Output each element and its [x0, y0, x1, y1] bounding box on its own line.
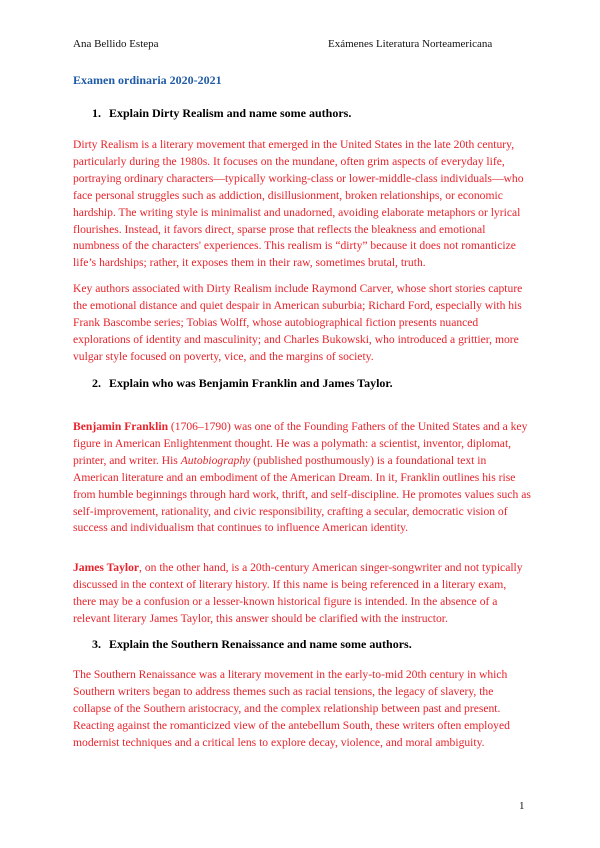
answer-2-franklin-paragraph	[73, 419, 531, 537]
question-number: 2.	[92, 376, 101, 390]
taylor-text: , on the other hand, is a 20th-century American singer-songwriter and not typically discussed in the context of literary history. If this name is being referenced in a literary exam, there may be a confusion or a lesser-known historical figure is intended. In the absence of a relevant literary James Taylor, this answer should be clarified with the instructor.	[73, 561, 523, 625]
franklin-text-1: (1706–1790) was one of the Founding Fathers of the United States and a key figure in American Enlightenment thought. He was a polymath: a scientist, inventor, diplomat, printer, and writer. His	[73, 420, 528, 467]
taylor-name: James Taylor	[73, 561, 140, 574]
franklin-book-title: Autobiography	[180, 453, 251, 467]
answer-1-paragraph-2: Key authors associated with Dirty Realism include Raymond Carver, whose short stories capture the emotional distance and quiet despair in American suburbia; Richard Ford, especially with his Frank Bascombe series; Tobias Wolff, whose autobiographical fiction presents nuanced explorations of identity and masculinity; and Charles Bukowski, who introduced a grittier, more vulgar style focused on poverty, vice, and the margins of society.	[73, 282, 523, 363]
question-text: Explain the Southern Renaissance and name some authors.	[109, 637, 412, 651]
franklin-name: Benjamin Franklin	[73, 420, 169, 433]
header-author: Ana Bellido Estepa	[73, 38, 159, 50]
exam-title: Examen ordinaria 2020-2021	[73, 73, 222, 87]
question-number: 3.	[92, 637, 101, 651]
question-text: Explain who was Benjamin Franklin and James Taylor.	[109, 376, 393, 390]
question-number: 1.	[92, 106, 101, 120]
question-text: Explain Dirty Realism and name some authors.	[109, 106, 352, 120]
answer-3-paragraph-1: The Southern Renaissance was a literary movement in the early-to-mid 20th century in which Southern writers began to address themes such as racial tensions, the legacy of slavery, the collapse of the Southern aristocracy, and the complex relationship between past and present. Reacting against the romanticized view of the antebellum South, these writers often employed modernist techniques and a critical lens to explore decay, violence, and moral ambiguity.	[73, 668, 510, 749]
answer-2-taylor-paragraph	[73, 560, 531, 628]
answer-1-paragraph-1: Dirty Realism is a literary movement that emerged in the United States in the late 20th century, particularly during the 1980s. It focuses on the mundane, often grim aspects of everyday life, portraying ordinary characters—typically working-class or lower-middle-class individuals—who face personal struggles such as addiction, disillusionment, broken relationships, or economic hardship. The writing style is minimalist and unadorned, avoiding elaborate metaphors or lyrical flourishes. Instead, it favors direct, sparse prose that reflects the bleakness and emotional numbness of the characters' experiences. This realism is “dirty” because it does not romanticize life’s hardships; rather, it exposes them in their raw, sometimes brutal, truth.	[73, 138, 524, 270]
franklin-text-2: (published posthumously) is a foundational text in American literature and an embodiment of the American Dream. In it, Franklin outlines his rise from humble beginnings through hard work, thrift, and self-discipline. He promotes values such as self-improvement, rationality, and civic responsibility, crafting a secular, democratic vision of success and individualism that continues to influence American identity.	[73, 453, 531, 535]
question-1-heading	[92, 106, 351, 121]
header-course: Exámenes Literatura Norteamericana	[328, 38, 493, 50]
page-number: 1	[519, 800, 525, 812]
question-3-heading	[92, 637, 412, 652]
question-2-heading	[92, 376, 393, 391]
